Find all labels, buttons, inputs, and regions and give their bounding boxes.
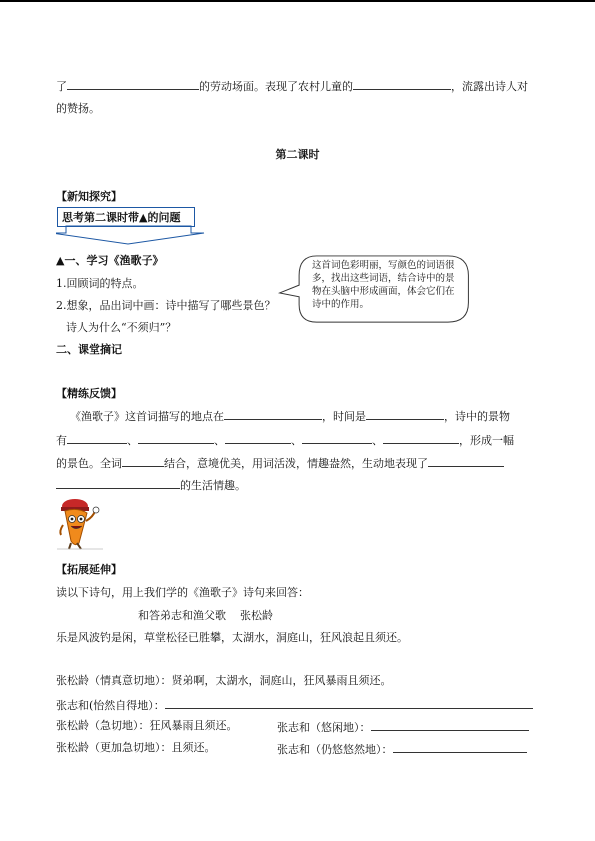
cartoon-carrot-mascot-icon <box>55 497 105 551</box>
task-box-label: 思考第二课时带▲的问题 <box>57 207 195 227</box>
dialogue-speaker: 张志和（悠闲地）： <box>277 721 371 734</box>
poem-line: 乐是风波钓是闲，草堂松径已胜攀，太湖水，洞庭山，狂风浪起且须还。 <box>56 631 408 644</box>
intro-text-3: ，流露出诗人对 <box>451 80 528 93</box>
answer-blank[interactable] <box>393 740 527 753</box>
practice-line-1 <box>70 407 510 425</box>
new-knowledge-heading: 【新知探究】 <box>56 190 122 203</box>
answer-blank[interactable] <box>122 454 164 467</box>
separator: 、 <box>127 434 138 447</box>
dialogue-text: 张松龄（急切地）：狂风暴雨且须还。 <box>56 719 238 732</box>
poem-author: 张松龄 <box>240 609 273 622</box>
item-3: 诗人为什么“不须归”？ <box>66 321 177 334</box>
dialogue-line-4 <box>56 740 216 756</box>
dialogue-line-2 <box>56 696 533 714</box>
item-1: 1.回顾词的特点。 <box>56 277 144 290</box>
separator: 、 <box>372 434 383 447</box>
intro-text-2: 的劳动场面。表现了农村儿童的 <box>199 80 353 93</box>
practice-text: 的景色。全词 <box>56 457 122 470</box>
separator: 、 <box>214 434 225 447</box>
answer-blank[interactable] <box>165 696 533 709</box>
answer-blank[interactable] <box>428 454 504 467</box>
bubble-text: 这首词色彩明丽，写颜色的词语很多，找出这些词语，结合诗中的景物在头脑中形成画面，体会它们在诗中的作用。 <box>312 260 455 310</box>
dialogue-text: 张松龄（更加急切地）：且须还。 <box>56 741 216 754</box>
extension-heading: 【拓展延伸】 <box>56 563 122 576</box>
answer-blank[interactable] <box>67 77 199 90</box>
answer-blank[interactable] <box>302 431 372 444</box>
poem-heading <box>138 608 273 624</box>
item-2: 2.想象，品出词中画：诗中描写了哪些景色？ <box>56 299 276 312</box>
answer-blank[interactable] <box>67 431 127 444</box>
practice-text: 《渔歌子》这首词描写的地点在 <box>70 410 224 423</box>
practice-text: 的生活情趣。 <box>180 479 246 492</box>
practice-text: ，诗中的景物 <box>444 410 510 423</box>
top-rule <box>0 0 595 2</box>
answer-blank[interactable] <box>383 431 459 444</box>
practice-text: ，时间是 <box>322 410 366 423</box>
answer-blank[interactable] <box>353 77 451 90</box>
answer-blank[interactable] <box>138 431 214 444</box>
answer-blank[interactable] <box>56 476 180 489</box>
practice-line-4 <box>56 476 246 494</box>
practice-line-3 <box>56 454 504 472</box>
practice-line-2 <box>56 431 514 449</box>
answer-blank[interactable] <box>366 407 444 420</box>
down-arrow-icon <box>56 225 206 245</box>
dialogue-line-3-right <box>277 718 529 736</box>
answer-blank[interactable] <box>224 407 322 420</box>
dialogue-speaker: 张志和（仍悠悠然地）： <box>277 743 393 756</box>
intro-line-2: 的赞扬。 <box>56 102 100 115</box>
practice-heading: 【精练反馈】 <box>56 387 122 400</box>
dialogue-line-4-right <box>277 740 527 758</box>
answer-blank[interactable] <box>371 718 529 731</box>
practice-text: 有 <box>56 434 67 447</box>
practice-text: 结合，意境优美，用词活泼，情趣盎然，生动地表现了 <box>164 457 428 470</box>
dialogue-line-1: 张松龄（情真意切地）：贤弟啊，太湖水，洞庭山，狂风暴雨且须还。 <box>56 674 392 687</box>
section1-heading: ▲一、学习《渔歌子》 <box>56 254 164 267</box>
extension-instruction: 读以下诗句，用上我们学的《渔歌子》诗句来回答： <box>56 586 309 599</box>
poem-title: 和答弟志和渔父歌 <box>138 609 226 622</box>
dialogue-speaker: 张志和(怡然自得地）： <box>56 699 165 712</box>
section2-heading: 二、课堂摘记 <box>56 343 122 356</box>
practice-text: ，形成一幅 <box>459 434 514 447</box>
intro-text-1: 了 <box>56 80 67 93</box>
answer-blank[interactable] <box>225 431 291 444</box>
intro-line-1 <box>56 77 528 95</box>
separator: 、 <box>291 434 302 447</box>
lesson-title: 第二课时 <box>275 148 320 161</box>
dialogue-line-3 <box>56 718 238 734</box>
